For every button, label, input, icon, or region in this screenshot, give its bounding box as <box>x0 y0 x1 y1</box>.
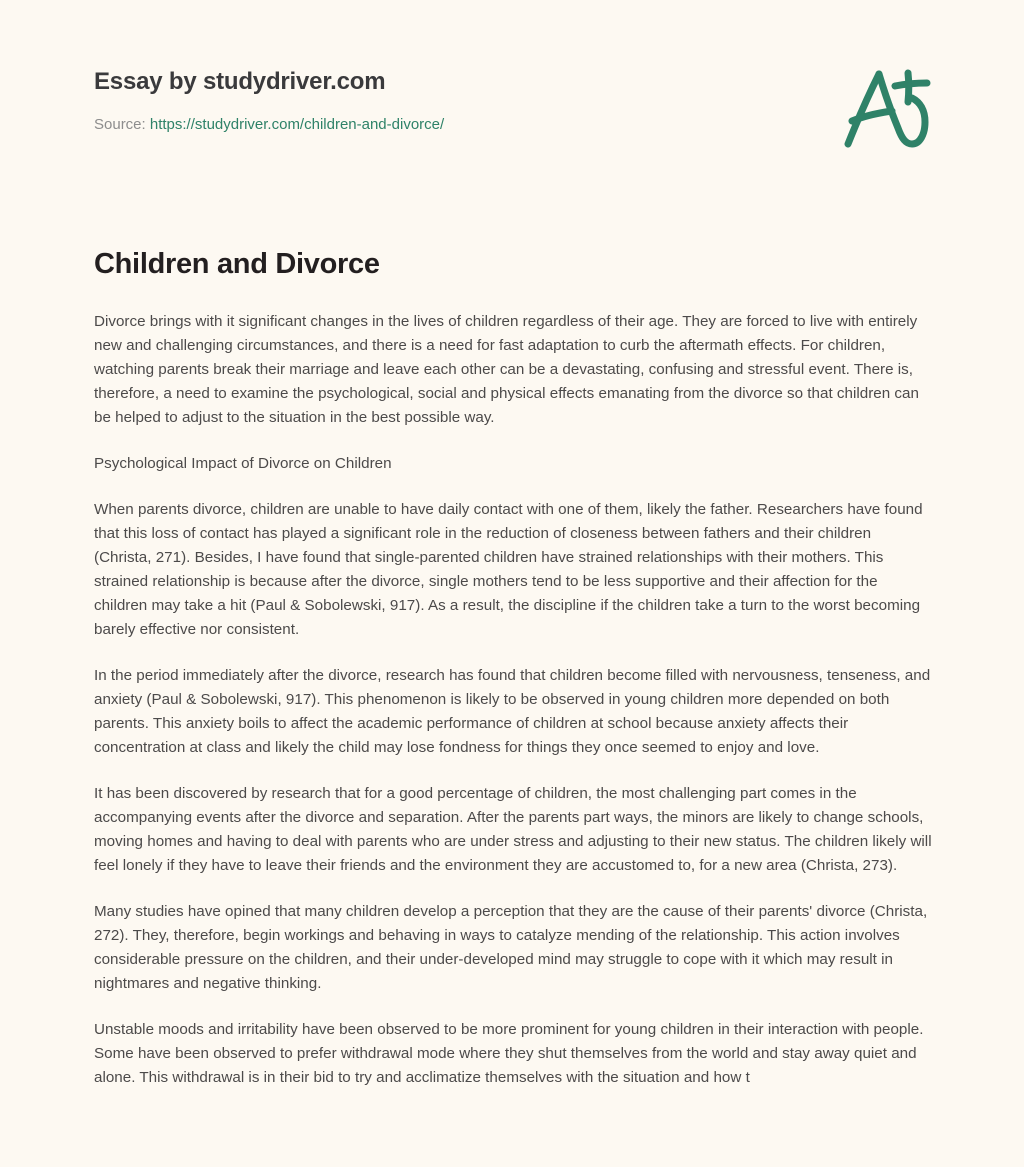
paragraph-self-blame: Many studies have opined that many children develop a perception that they are the cause of their parents' divorce (Christa, 272). They, therefore, begin workings and behaving in ways to catalyze mending of the relationship. This action involves considerable pressure on the children, and their under-developed mind may struggle to cope with it which may result in nightmares and negative thinking. <box>94 903 928 993</box>
article-body <box>94 310 932 1090</box>
source-label: Source: <box>94 115 146 133</box>
paragraph-withdrawal: Unstable moods and irritability have been observed to be more prominent for young children in their interaction with people. Some have been observed to prefer withdrawal mode where they shut themselves from the world and stay away quiet and alone. This withdrawal is in their bid to try and acclimatize themselves with the situation and how t <box>94 1021 924 1087</box>
paragraph-relocation: It has been discovered by research that for a good percentage of children, the most challenging part comes in the accompanying events after the divorce and separation. After the parents part ways, the minors are likely to change schools, moving homes and having to deal with parents who are under stress and adjusting to their new status. The children likely will feel lonely if they have to leave their friends and the environment they are accustomed to, for a new area (Christa, 273). <box>94 785 932 875</box>
a-plus-logo-icon <box>840 64 936 150</box>
source-line <box>94 115 444 135</box>
header-left-group <box>94 62 444 134</box>
paragraph-contact-loss: When parents divorce, children are unable to have daily contact with one of them, likely the father. Researchers have found that this loss of contact has played a significant role in the reduction of closeness between fathers and their children (Christa, 271). Besides, I have found that single-parented children have strained relationships with their mothers. This strained relationship is because after the divorce, single mothers tend to be less supportive and their affection for the children may take a hit (Paul & Sobolewski, 917). As a result, the discipline if the children take a turn to the worst becoming barely effective nor consistent. <box>94 501 923 639</box>
article <box>94 246 932 1090</box>
page-header <box>0 0 1024 190</box>
paragraph-intro: Divorce brings with it significant changes in the lives of children regardless of their age. They are forced to live with entirely new and challenging circumstances, and there is a need for fast adaptation to curb the aftermath effects. For children, watching parents break their marriage and leave each other can be a devastating, confusing and stressful event. There is, therefore, a need to examine the psychological, social and physical effects emanating from the divorce so that children can be helped to adjust to the situation in the best possible way. <box>94 313 919 427</box>
site-title: Essay by studydriver.com <box>94 68 386 95</box>
paragraph-anxiety: In the period immediately after the divorce, research has found that children become filled with nervousness, tenseness, and anxiety (Paul & Sobolewski, 917). This phenomenon is likely to be observed in young children more depended on both parents. This anxiety boils to affect the academic performance of children at school because anxiety affects their concentration at class and likely the child may lose fondness for things they once seemed to enjoy and love. <box>94 667 931 757</box>
section-heading-psychological-impact: Psychological Impact of Divorce on Children <box>94 455 392 473</box>
source-url-link[interactable]: https://studydriver.com/children-and-divorce/ <box>149 115 445 133</box>
page-title: Children and Divorce <box>94 248 380 280</box>
